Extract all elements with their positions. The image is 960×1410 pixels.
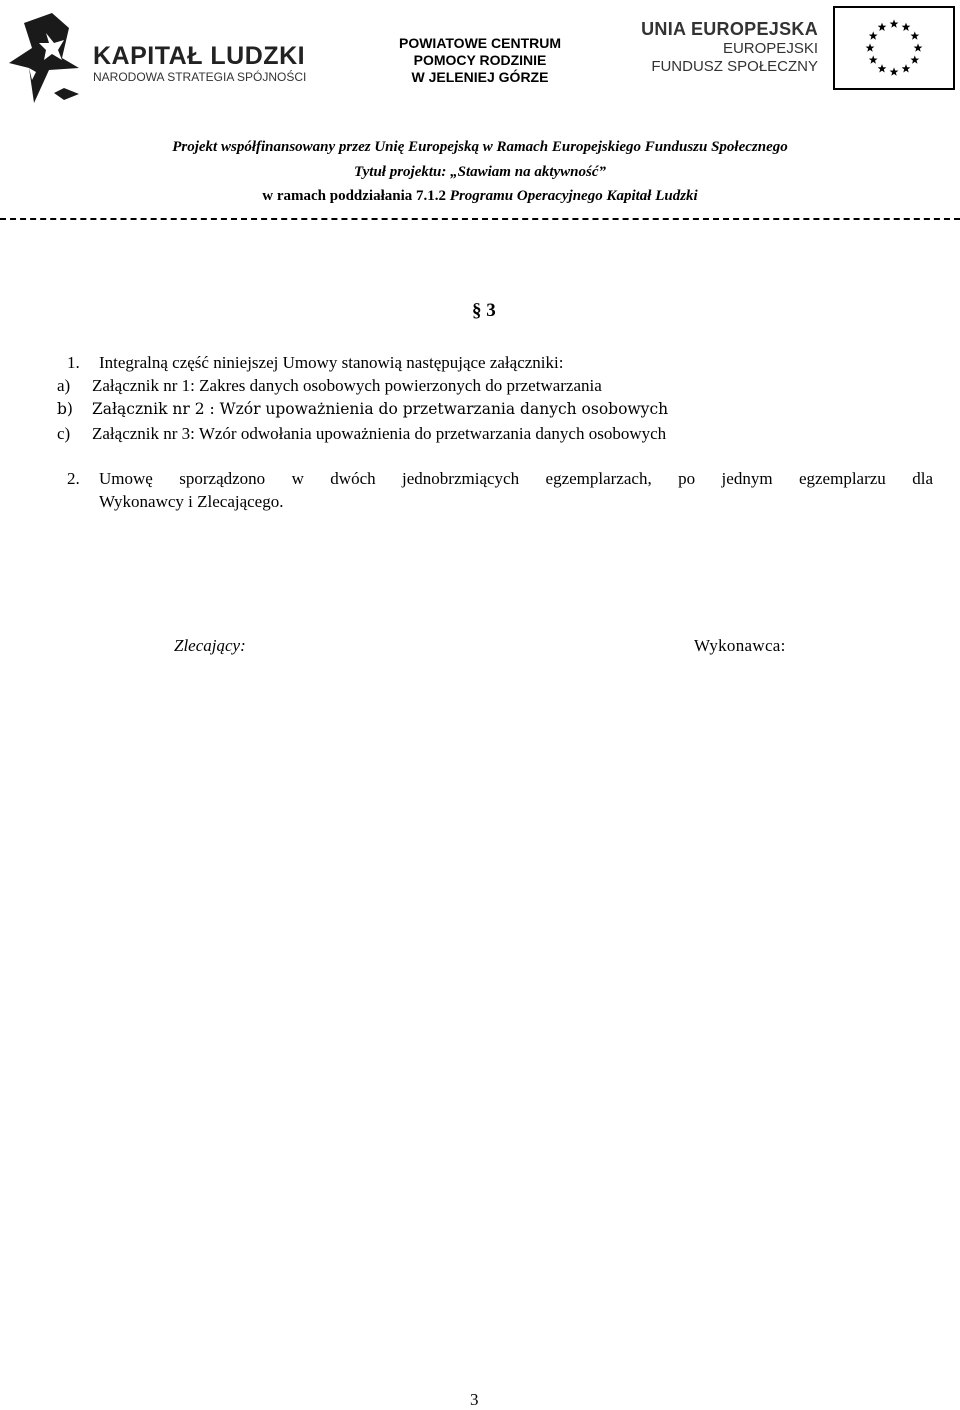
project-title-line: Tytuł projektu: „Stawiam na aktywność” (354, 164, 606, 180)
institution-line-1: POWIATOWE CENTRUM (398, 35, 562, 51)
subaction-suffix: Programu Operacyjnego Kapitał Ludzki (446, 188, 698, 204)
clause-1-text: Integralną część niniejszej Umowy stanowią następujące załączniki: (99, 353, 564, 372)
attachment-item-b (57, 400, 668, 418)
attachment-letter: c) (57, 424, 71, 443)
attachment-letter: b) (57, 400, 73, 418)
clause-1-number: 1. (67, 353, 80, 372)
eu-logo-text (640, 18, 818, 76)
attachment-text: Załącznik nr 3: Wzór odwołania upoważnienia do przetwarzania danych osobowych (92, 424, 667, 443)
signature-contractor-label: Zlecający: (174, 636, 246, 655)
attachment-item-a (57, 376, 602, 396)
attachment-text: Załącznik nr 2 : Wzór upoważnienia do przetwarzania danych osobowych (92, 400, 669, 418)
page-number: 3 (470, 1390, 479, 1409)
attachment-letter: a) (57, 376, 71, 395)
cofinancing-line: Projekt współfinansowany przez Unię Europejską w Ramach Europejskiego Funduszu Społecznego (172, 139, 788, 155)
clause-2-number: 2. (67, 469, 80, 488)
clause-2-text-line-2: Wykonawcy i Zlecającego. (99, 492, 284, 511)
eu-fund-line-2: FUNDUSZ SPOŁECZNY (651, 58, 818, 75)
clause-2-text-line-1: Umowę sporządzono w dwóch jednobrzmiących egzemplarzach, po jednym egzemplarzu dla (99, 469, 933, 488)
kapital-ludzki-subtitle: NARODOWA STRATEGIA SPÓJNOŚCI (93, 70, 307, 84)
attachment-item-c (57, 424, 666, 444)
institution-line-2: POMOCY RODZINIE (413, 52, 547, 68)
eu-flag-icon (833, 6, 955, 90)
kapital-ludzki-title: KAPITAŁ LUDZKI (93, 42, 306, 70)
attachment-text: Załącznik nr 1: Zakres danych osobowych powierzonych do przetwarzania (92, 376, 602, 395)
subaction-line (0, 188, 960, 205)
institution-line-3: W JELENIEJ GÓRZE (411, 69, 549, 85)
eu-fund-line-1: EUROPEJSKI (722, 40, 818, 57)
header-separator (0, 218, 960, 220)
subaction-prefix: w ramach poddziałania 7.1.2 (262, 188, 447, 204)
eu-title: UNIA EUROPEJSKA (641, 19, 818, 39)
signature-executor-label: Wykonawca: (694, 636, 786, 655)
institution-name (380, 35, 580, 86)
section-heading: § 3 (472, 300, 496, 321)
